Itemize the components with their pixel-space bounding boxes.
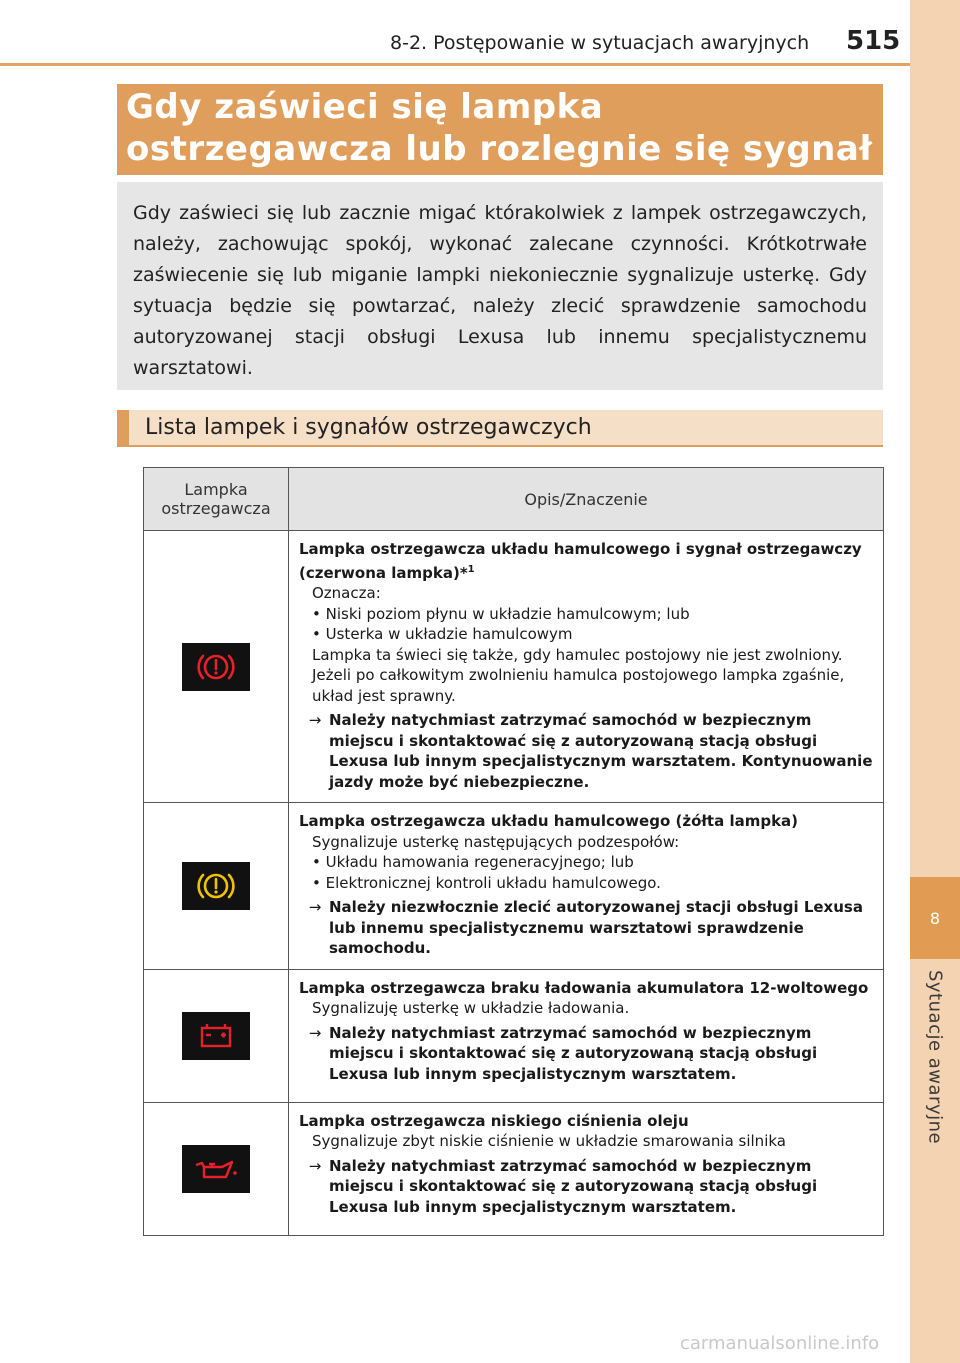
row-text: Sygnalizuje usterkę następujących podzespołów: <box>312 832 680 851</box>
row-text: Lampka ta świeci się także, gdy hamulec postojowy nie jest zwolniony. Jeżeli po całkowitym zwolnieniu hamulca postojowego lampka zgaśnie, układ jest sprawny. <box>312 645 845 705</box>
row-action: → Należy natychmiast zatrzymać samochód w bezpiecznym miejscu i skontaktować się z autoryzowaną stacją obsługi Lexusa lub innym specjalistycznym warsztatem. <box>299 1156 873 1218</box>
side-tab-strip <box>910 0 960 1363</box>
row-title: Lampka ostrzegawcza układu hamulcowego i sygnał ostrzegawczy (czerwona lampka)* <box>299 540 862 582</box>
brake-warning-red-icon <box>182 643 250 691</box>
arrow-icon: → <box>308 898 322 916</box>
page-number: 515 <box>846 26 901 56</box>
chapter-number-tab[interactable]: 8 <box>910 877 960 959</box>
footnote-marker: 1 <box>467 563 475 575</box>
row-action: → Należy natychmiast zatrzymać samochód w bezpiecznym miejscu i skontaktować się z autoryzowaną stacją obsługi Lexusa lub innym specjalistycznym warsztatem. <box>299 1023 873 1085</box>
warning-lamp-table <box>143 467 884 1236</box>
section-heading: Lista lampek i sygnałów ostrzegawczych <box>117 410 883 447</box>
row-text: Oznacza: <box>312 584 381 602</box>
column-header-lamp: Lampka ostrzegawcza <box>144 468 289 531</box>
list-item: • Usterka w układzie hamulcowym <box>312 625 573 643</box>
row-text: Sygnalizuje zbyt niskie ciśnienie w układzie smarowania silnika <box>312 1132 786 1150</box>
table-row <box>144 803 884 970</box>
watermark: carmanualsonline.info <box>680 1333 880 1354</box>
row-text: Sygnalizuję usterkę w układzie ładowania. <box>312 999 630 1017</box>
table-row <box>144 1102 884 1235</box>
row-action: → Należy niezwłocznie zlecić autoryzowanej stacji obsługi Lexusa lub innemu specjalistycznemu warsztatowi sprawdzenie samochodu. <box>299 897 873 959</box>
arrow-icon: → <box>308 711 322 729</box>
arrow-icon: → <box>308 1156 322 1175</box>
chapter-label: Sytuacje awaryjne <box>924 970 946 1145</box>
row-action: → Należy natychmiast zatrzymać samochód w bezpiecznym miejscu i skontaktować się z autoryzowaną stacją obsługi Lexusa lub innym specjalistycznym warsztatem. Kontynuowanie jazdy może być niebezpieczne. <box>299 710 873 792</box>
running-header: 8-2. Postępowanie w sytuacjach awaryjnych <box>390 32 810 54</box>
row-title: Lampka ostrzegawcza niskiego ciśnienia oleju <box>299 1111 689 1130</box>
page-title: Gdy zaświeci się lampka ostrzegawcza lub rozlegnie się sygnał <box>117 84 883 175</box>
table-header-row <box>144 468 884 531</box>
intro-paragraph: Gdy zaświeci się lub zacznie migać którakolwiek z lampek ostrzegawczych, należy, zachowując spokój, wykonać zalecane czynności. Krótkotrwałe zaświecenie się lub miganie lampki niekoniecznie sygnalizuje usterkę. Gdy sytuacja będzie się powtarzać, należy zlecić sprawdzenie samochodu autoryzowanej stacji obsługi Lexusa lub innemu specjalistycznemu warsztatowi. <box>117 182 883 390</box>
table-row <box>144 531 884 803</box>
list-item: • Niski poziom płynu w układzie hamulcowym; lub <box>312 604 690 623</box>
list-item: • Układu hamowania regeneracyjnego; lub <box>312 853 634 871</box>
list-item: • Elektronicznej kontroli układu hamulcowego. <box>312 873 661 892</box>
brake-warning-yellow-icon <box>182 862 250 910</box>
arrow-icon: → <box>308 1023 322 1042</box>
row-title: Lampka ostrzegawcza układu hamulcowego (żółta lampka) <box>299 812 799 830</box>
battery-charge-icon <box>182 1012 250 1060</box>
oil-pressure-icon <box>182 1145 250 1193</box>
column-header-description: Opis/Znaczenie <box>289 468 884 531</box>
row-title: Lampka ostrzegawcza braku ładowania akumulatora 12-woltowego <box>299 978 869 997</box>
table-row <box>144 969 884 1102</box>
header-rule <box>0 63 910 66</box>
